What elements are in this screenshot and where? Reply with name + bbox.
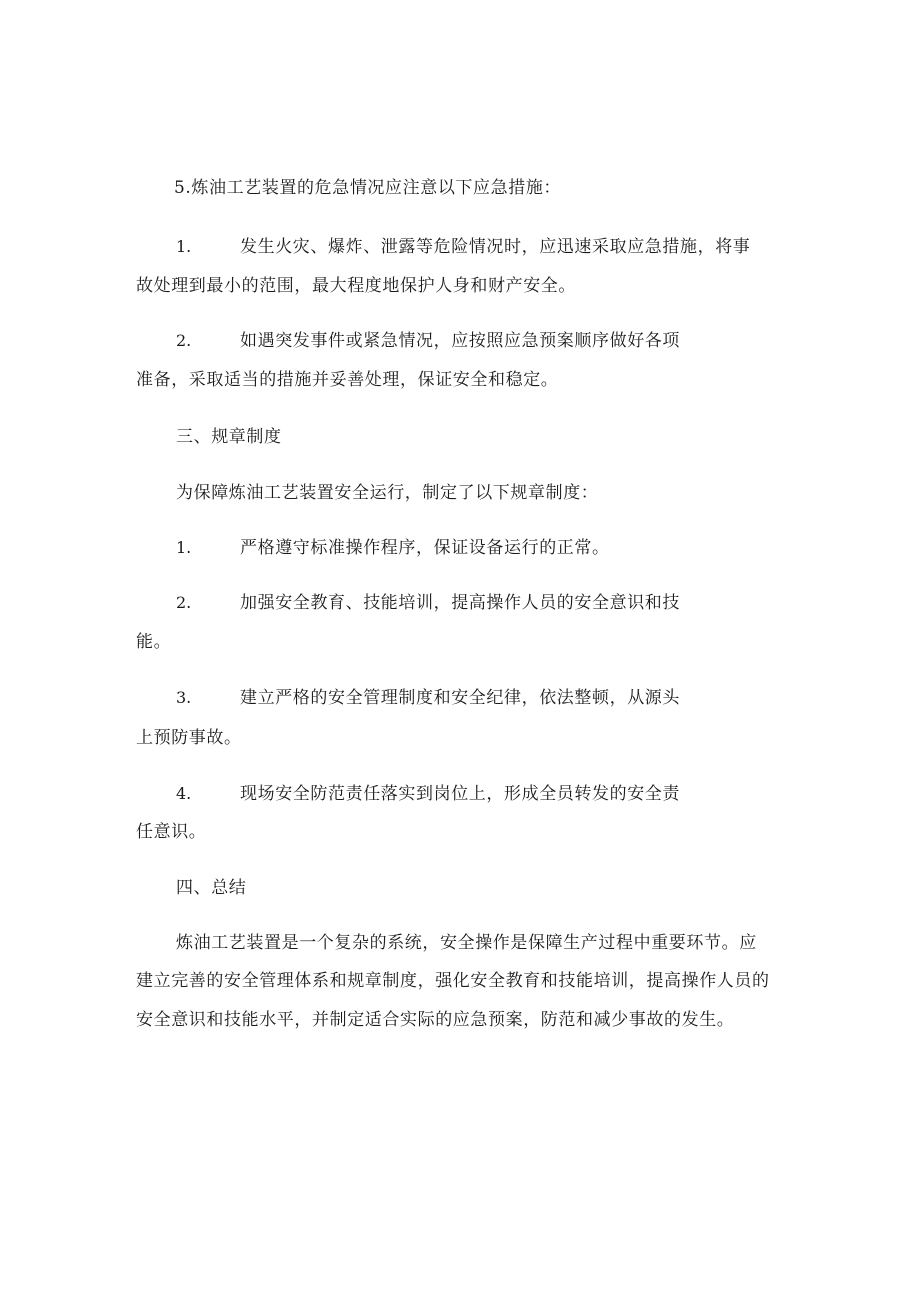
rule-2-number: 2. bbox=[176, 593, 192, 612]
rule-1-line1: 严格遵守标准操作程序，保证设备运行的正常。 bbox=[240, 538, 610, 558]
emergency-heading: 5.炼油工艺装置的危急情况应注意以下应急措施： bbox=[174, 178, 562, 198]
rule-3-line1: 建立严格的安全管理制度和安全纪律，依法整顿，从源头 bbox=[240, 688, 680, 708]
emergency-item-1-line2: 故处理到最小的范围，最大程度地保护人身和财产安全。 bbox=[136, 276, 576, 296]
rule-3-number: 3. bbox=[176, 688, 192, 707]
emergency-item-2-line1: 如遇突发事件或紧急情况，应按照应急预案顺序做好各项 bbox=[240, 331, 680, 351]
summary-line-1: 炼油工艺装置是一个复杂的系统，安全操作是保障生产过程中重要环节。应 bbox=[176, 933, 757, 953]
emergency-item-1-number: 1. bbox=[176, 237, 192, 256]
summary-line-3: 安全意识和技能水平，并制定适合实际的应急预案，防范和减少事故的发生。 bbox=[136, 1010, 735, 1030]
rule-4-line1: 现场安全防范责任落实到岗位上，形成全员转发的安全责 bbox=[240, 784, 680, 804]
section-3-intro: 为保障炼油工艺装置安全运行，制定了以下规章制度： bbox=[176, 483, 599, 503]
rule-4-line2: 任意识。 bbox=[136, 822, 207, 842]
emergency-item-2-line2: 准备，采取适当的措施并妥善处理，保证安全和稳定。 bbox=[136, 370, 559, 390]
rule-4-number: 4. bbox=[176, 784, 192, 803]
rule-2-line1: 加强安全教育、技能培训，提高操作人员的安全意识和技 bbox=[240, 593, 680, 613]
emergency-item-1-line1: 发生火灾、爆炸、泄露等危险情况时，应迅速采取应急措施，将事 bbox=[240, 237, 751, 257]
section-4-title: 四、总结 bbox=[176, 878, 247, 898]
emergency-item-2-number: 2. bbox=[176, 331, 192, 350]
section-3-title: 三、规章制度 bbox=[176, 427, 282, 447]
rule-3-line2: 上预防事故。 bbox=[136, 728, 242, 748]
summary-line-2: 建立完善的安全管理体系和规章制度，强化安全教育和技能培训，提高操作人员的 bbox=[136, 971, 770, 991]
rule-1-number: 1. bbox=[176, 538, 192, 557]
rule-2-line2: 能。 bbox=[136, 632, 172, 652]
